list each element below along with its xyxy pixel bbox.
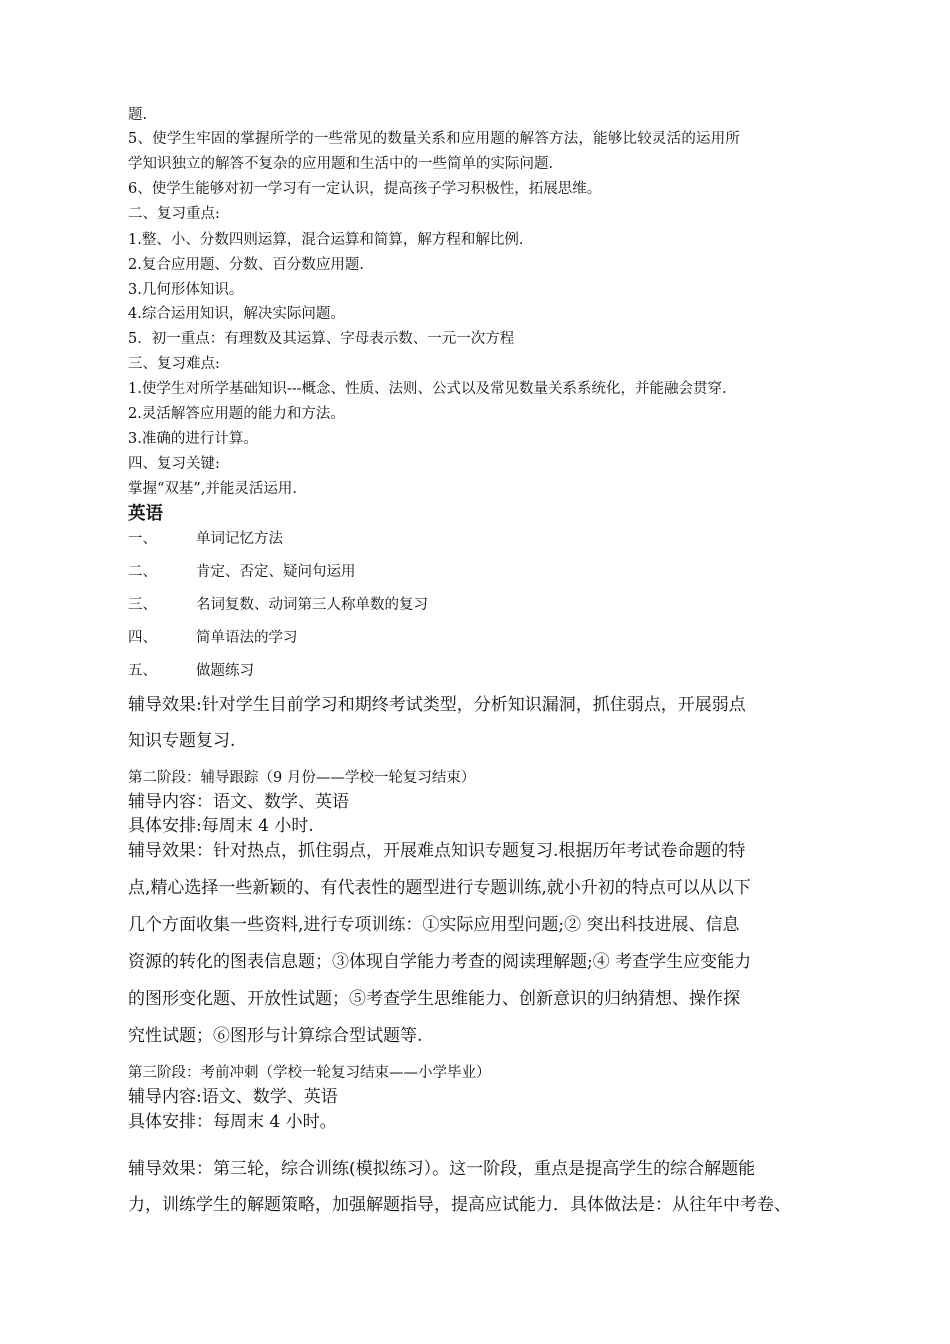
math-difficulties-heading: 三、复习难点: — [128, 356, 220, 372]
stage3-title: 第三阶段：考前冲刺（学校一轮复习结束——小学毕业） — [128, 1065, 491, 1081]
english-item — [128, 593, 428, 614]
english-item — [128, 527, 283, 548]
math-key-point-5: 5．初一重点：有理数及其运算、字母表示数、一元一次方程 — [128, 331, 515, 347]
english-item — [128, 560, 356, 581]
math-crux-heading: 四、复习关键: — [128, 456, 220, 472]
math-goal-6: 6、使学生能够对初一学习有一定认识，提高孩子学习积极性，拓展思维。 — [128, 181, 602, 197]
english-item-text: 简单语法的学习 — [196, 630, 298, 646]
english-item-text: 单词记忆方法 — [196, 531, 283, 547]
math-crux-text: 掌握“双基”,并能灵活运用. — [128, 481, 298, 497]
math-difficulty-1: 1.使学生对所学基础知识---概念、性质、法则、公式以及常见数量关系系统化，并能融会贯穿. — [128, 381, 727, 397]
stage2-schedule: 具体安排:每周末 4 小时. — [128, 816, 314, 836]
stage2-effect-line1: 辅导效果：针对热点，抓住弱点，开展难点知识专题复习.根据历年考试卷命题的特 — [128, 841, 746, 861]
math-difficulty-3: 3.准确的进行计算。 — [128, 431, 258, 447]
stage2-content: 辅导内容：语文、数学、英语 — [128, 792, 349, 812]
stage3-effect-line1: 辅导效果：第三轮，综合训练(模拟练习）。这一阶段，重点是提高学生的综合解题能 — [128, 1159, 756, 1179]
english-item-number: 三、 — [128, 597, 157, 613]
math-key-point-3: 3.几何形体知识。 — [128, 282, 244, 298]
math-difficulty-2: 2.灵活解答应用题的能力和方法。 — [128, 406, 345, 422]
stage3-effect-line2: 力，训练学生的解题策略，加强解题指导，提高应试能力．具体做法是：从往年中考卷、 — [128, 1195, 791, 1215]
math-key-point-1: 1.整、小、分数四则运算，混合运算和简算，解方程和解比例. — [128, 232, 524, 248]
stage3-schedule: 具体安排：每周末 4 小时。 — [128, 1112, 337, 1132]
english-item-text: 名词复数、动词第三人称单数的复习 — [196, 597, 428, 613]
stage2-effect-line5: 的图形变化题、开放性试题；⑤考查学生思维能力、创新意识的归纳猜想、操作探 — [128, 989, 740, 1009]
stage2-effect-line3: 几个方面收集一些资料,进行专项训练：①实际应用型问题;② 突出科技进展、信息 — [128, 915, 740, 935]
stage2-effect-line2: 点,精心选择一些新颖的、有代表性的题型进行专题训练,就小升初的特点可以从以下 — [128, 878, 751, 898]
math-goal-5-line1: 5、使学生牢固的掌握所学的一些常见的数量关系和应用题的解答方法，能够比较灵活的运用所 — [128, 131, 741, 147]
english-item — [128, 626, 298, 647]
english-item-number: 一、 — [128, 531, 157, 547]
math-key-point-4: 4.综合运用知识，解决实际问题。 — [128, 306, 345, 322]
stage2-title: 第二阶段：辅导跟踪（9 月份——学校一轮复习结束） — [128, 770, 476, 786]
english-heading: 英语 — [128, 504, 163, 524]
english-item-text: 肯定、否定、疑问句运用 — [196, 564, 356, 580]
math-key-point-2: 2.复合应用题、分数、百分数应用题. — [128, 257, 364, 273]
math-goal-5-line2: 学知识独立的解答不复杂的应用题和生活中的一些简单的实际问题. — [128, 156, 554, 172]
stage3-content: 辅导内容:语文、数学、英语 — [128, 1087, 338, 1107]
math-goal-4-continued: 题. — [128, 107, 148, 123]
english-item-text: 做题练习 — [196, 663, 254, 679]
english-effect-line1: 辅导效果:针对学生目前学习和期终考试类型，分析知识漏洞，抓住弱点，开展弱点 — [128, 695, 746, 715]
english-item-number: 二、 — [128, 564, 157, 580]
math-key-points-heading: 二、复习重点: — [128, 206, 220, 222]
english-item — [128, 659, 254, 680]
stage2-effect-line6: 究性试题；⑥图形与计算综合型试题等. — [128, 1026, 423, 1046]
stage2-effect-line4: 资源的转化的图表信息题；③体现自学能力考查的阅读理解题;④ 考查学生应变能力 — [128, 952, 752, 972]
english-effect-line2: 知识专题复习. — [128, 731, 236, 751]
english-item-number: 五、 — [128, 663, 157, 679]
english-item-number: 四、 — [128, 630, 157, 646]
